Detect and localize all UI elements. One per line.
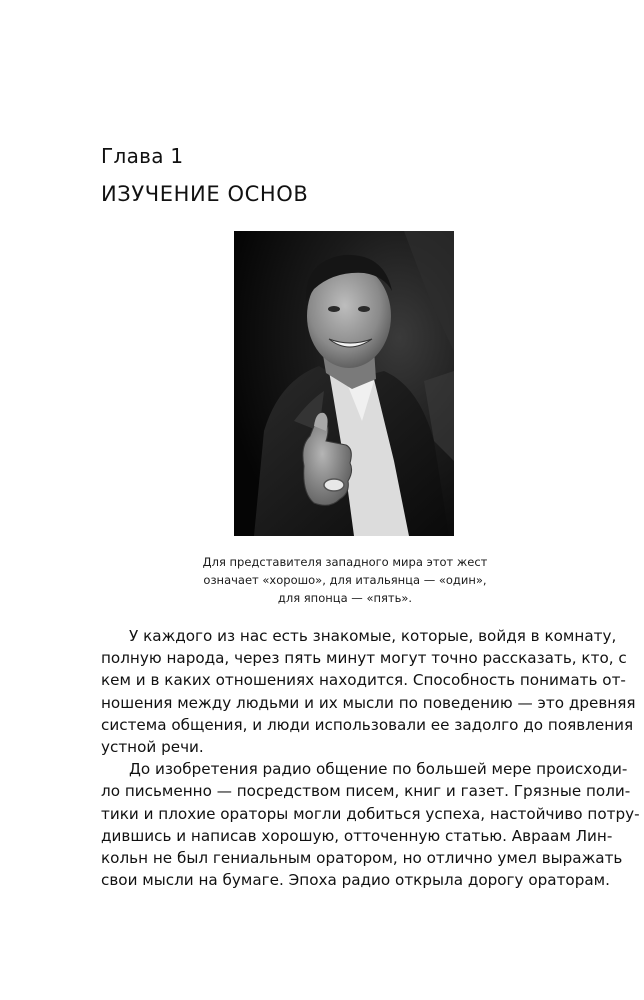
- caption-line: для японца — «пять».: [277, 591, 413, 605]
- chapter-title: ИЗУЧЕНИЕ ОСНОВ: [101, 182, 309, 206]
- body-text: [101, 625, 640, 891]
- chapter-photo: [234, 231, 454, 536]
- caption-line: Для представителя западного мира этот жест: [202, 555, 488, 569]
- text-line: свои мысли на бумаге. Эпоха радио открыла дорогу ораторам.: [101, 871, 610, 890]
- text-line: кольн не был гениальным оратором, но отлично умел выражать: [101, 848, 623, 867]
- text-line: кем и в каких отношениях находится. Способность понимать от-: [101, 671, 626, 690]
- paragraph: [101, 625, 636, 758]
- text-line: тики и плохие ораторы могли добиться успеха, настойчиво потру-: [101, 804, 640, 823]
- text-line: До изобретения радио общение по большей мере происходи-: [129, 760, 628, 779]
- text-line: система общения, и люди использовали ее задолго до появления: [101, 715, 634, 734]
- text-line: дившись и написав хорошую, отточенную статью. Авраам Лин-: [101, 826, 613, 845]
- text-line: полную народа, через пять минут могут точно рассказать, кто, с: [101, 649, 627, 668]
- caption-line: означает «хорошо», для итальянца — «один»,: [203, 573, 487, 587]
- photo-caption: [150, 553, 540, 607]
- text-line: устной речи.: [101, 737, 204, 756]
- chapter-number: Глава 1: [101, 144, 184, 168]
- text-line: ношения между людьми и их мысли по поведению — это древняя: [101, 693, 636, 712]
- text-line: У каждого из нас есть знакомые, которые, войдя в комнату,: [129, 627, 617, 645]
- text-line: ло письменно — посредством писем, книг и газет. Грязные поли-: [101, 782, 631, 801]
- paragraph: [101, 758, 640, 891]
